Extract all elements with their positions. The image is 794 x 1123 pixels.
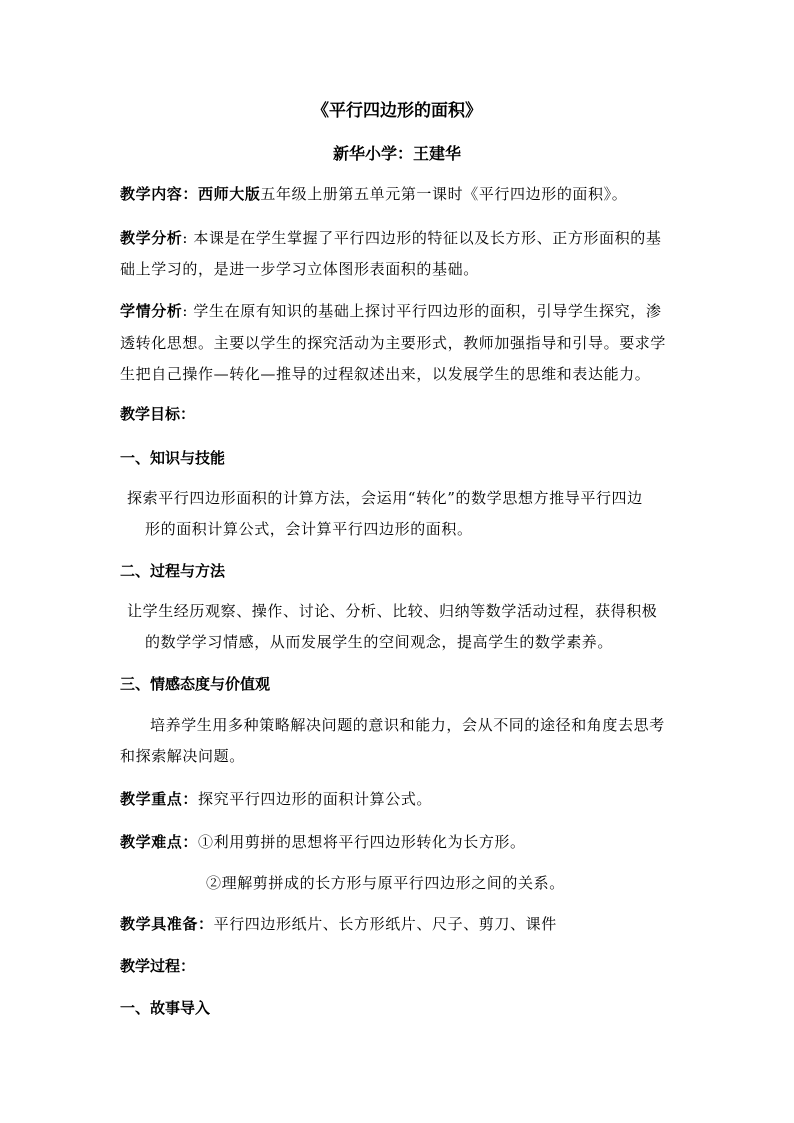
student-analysis-text-1: : 学生在原有知识的基础上探讨平行四边形的面积，引导学生探究，渗 bbox=[182, 302, 662, 320]
teaching-process-label: 教学过程： bbox=[120, 957, 196, 975]
teaching-difficulty-label: 教学难点： bbox=[120, 833, 199, 851]
teaching-tools-text: 平行四边形纸片、长方形纸片、尺子、剪刀、课件 bbox=[213, 915, 557, 933]
teaching-tools bbox=[120, 914, 557, 934]
teaching-content bbox=[120, 184, 627, 204]
student-analysis-line-2: 透转化思想。主要以学生的探究活动为主要形式，教师加强指导和引导。要求学 bbox=[120, 334, 667, 352]
teaching-analysis-text-1: : 本课是在学生掌握了平行四边形的特征以及长方形、正方形面积的基 bbox=[182, 229, 662, 247]
goal-1-line-1: 探索平行四边形面积的计算方法，会运用“转化”的数学思想方推导平行四边 bbox=[127, 489, 643, 507]
document-title: 《平行四边形的面积》 bbox=[312, 101, 482, 121]
goal-1-heading: 一、知识与技能 bbox=[120, 449, 226, 467]
teaching-analysis-line-1 bbox=[120, 228, 661, 248]
goal-2-heading: 二、过程与方法 bbox=[120, 562, 226, 580]
teaching-difficulty-item-1: ①利用剪拼的思想将平行四边形转化为长方形。 bbox=[198, 833, 526, 851]
teaching-content-label: 教学内容： bbox=[120, 185, 199, 203]
teaching-key-point bbox=[120, 789, 432, 809]
teaching-difficulty bbox=[120, 832, 526, 852]
student-analysis-line-1 bbox=[120, 301, 661, 321]
document-author: 新华小学：王建华 bbox=[332, 144, 461, 163]
goal-3-line-2: 和探索解决问题。 bbox=[120, 747, 245, 765]
goal-2-line-2: 的数学学习情感，从而发展学生的空间观念，提高学生的数学素养。 bbox=[145, 633, 614, 651]
teaching-content-text: 五年级上册第五单元第一课时《平行四边形的面积》。 bbox=[260, 185, 628, 203]
teaching-analysis-label: 教学分析 bbox=[120, 229, 183, 247]
goal-1-line-2: 形的面积计算公式，会计算平行四边形的面积。 bbox=[145, 520, 473, 538]
teaching-goals-label: 教学目标： bbox=[120, 405, 196, 423]
goal-2-line-1: 让学生经历观察、操作、讨论、分析、比较、归纳等数学活动过程，获得积极 bbox=[127, 602, 658, 620]
step-1-heading: 一、故事导入 bbox=[120, 999, 211, 1017]
goal-3-line-1: 培养学生用多种策略解决问题的意识和能力，会从不同的途径和角度去思考 bbox=[150, 716, 665, 734]
student-analysis-label: 学情分析 bbox=[120, 302, 183, 320]
teaching-key-point-text: 探究平行四边形的面积计算公式。 bbox=[198, 790, 433, 808]
goal-3-heading: 三、情感态度与价值观 bbox=[120, 675, 271, 693]
teaching-tools-label: 教学具准备： bbox=[120, 915, 214, 933]
teaching-key-point-label: 教学重点： bbox=[120, 790, 199, 808]
teaching-analysis-line-2: 础上学习的，是进一步学习立体图形表面积的基础。 bbox=[120, 260, 479, 278]
teaching-difficulty-item-2: ②理解剪拼成的长方形与原平行四边形之间的关系。 bbox=[206, 874, 565, 892]
teaching-content-publisher: 西师大版 bbox=[198, 185, 261, 203]
student-analysis-line-3: 生把自己操作—转化—推导的过程叙述出来，以发展学生的思维和表达能力。 bbox=[120, 365, 651, 383]
